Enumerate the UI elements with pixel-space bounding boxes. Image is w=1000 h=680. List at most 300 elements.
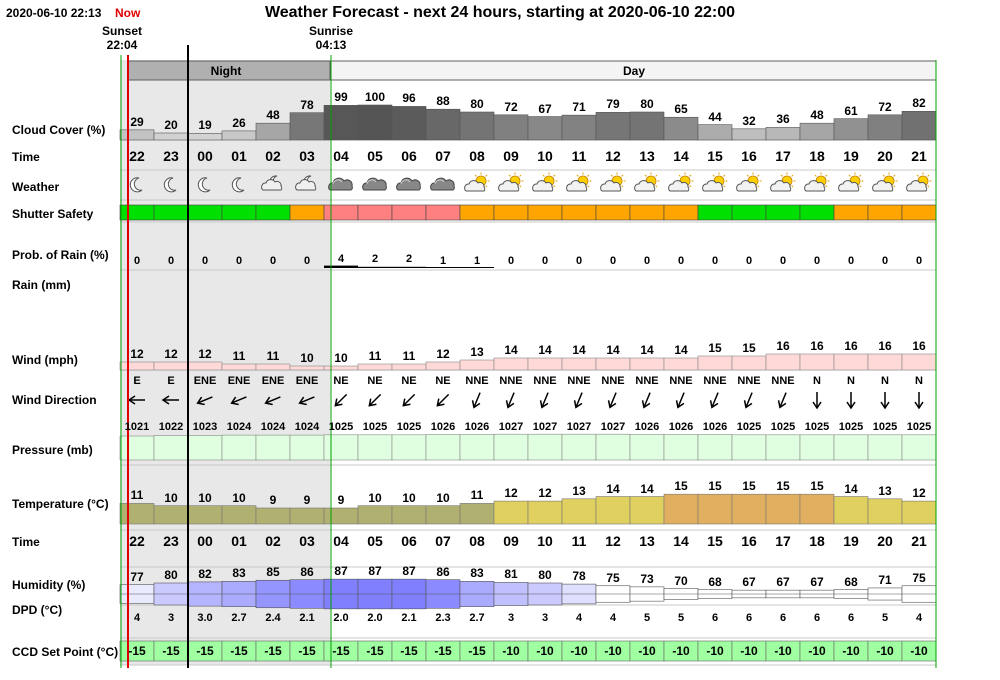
time-cell-2: 20 bbox=[877, 533, 893, 549]
time-cell: 02 bbox=[265, 148, 281, 164]
prob-rain-value: 2 bbox=[371, 253, 379, 265]
humidity-value: 70 bbox=[674, 573, 688, 588]
wind-value: 10 bbox=[334, 351, 348, 365]
ccd-value: -10 bbox=[604, 644, 622, 658]
ccd-value: -10 bbox=[706, 644, 724, 658]
wind-value: 14 bbox=[674, 343, 688, 357]
pressure-bar bbox=[426, 435, 460, 461]
time-cell-2: 22 bbox=[129, 533, 145, 549]
cloud-cover-bar bbox=[528, 117, 562, 140]
row-label-prob-rain: Prob. of Rain (%) bbox=[12, 248, 109, 262]
temperature-bar bbox=[562, 499, 596, 524]
pressure-value: 1024 bbox=[260, 421, 286, 433]
cloud-cover-value: 72 bbox=[504, 99, 518, 114]
temperature-bar bbox=[596, 497, 630, 525]
pressure-value: 1025 bbox=[736, 421, 762, 433]
sun-cloud-icon bbox=[601, 173, 626, 192]
shutter-safety-cell bbox=[324, 205, 358, 220]
wind-arrow-icon bbox=[473, 393, 481, 408]
pressure-bar bbox=[868, 435, 902, 460]
wind-direction-value: ENE bbox=[261, 375, 285, 387]
temperature-value: 12 bbox=[538, 486, 552, 501]
time-cell-2: 10 bbox=[537, 533, 553, 549]
pressure-bar bbox=[528, 434, 562, 460]
wind-bar bbox=[358, 364, 392, 370]
wind-direction-value: NNE bbox=[703, 375, 727, 387]
wind-bar bbox=[188, 362, 222, 370]
shutter-safety-cell bbox=[154, 205, 188, 220]
temperature-bar bbox=[222, 506, 256, 524]
wind-value: 11 bbox=[402, 349, 416, 363]
pressure-value: 1025 bbox=[906, 421, 932, 433]
cloud-cover-value: 48 bbox=[266, 108, 280, 123]
temperature-bar bbox=[902, 501, 936, 524]
wind-value: 14 bbox=[504, 343, 518, 357]
temperature-value: 12 bbox=[912, 486, 926, 501]
cloud-cover-bar bbox=[460, 112, 494, 140]
pressure-value: 1025 bbox=[328, 421, 354, 433]
cloud-cover-bar bbox=[188, 133, 222, 140]
temperature-bar bbox=[630, 497, 664, 525]
shutter-safety-cell bbox=[256, 205, 290, 220]
wind-bar bbox=[426, 362, 460, 370]
wind-arrow-icon bbox=[575, 393, 583, 408]
pressure-bar bbox=[732, 435, 766, 460]
prob-rain-value: 0 bbox=[541, 255, 549, 267]
temperature-bar bbox=[732, 494, 766, 524]
temperature-bar bbox=[120, 503, 154, 524]
ccd-value: -10 bbox=[842, 644, 860, 658]
wind-bar bbox=[154, 362, 188, 370]
wind-bar bbox=[800, 354, 834, 370]
cloud-icon bbox=[431, 178, 455, 190]
temperature-value: 10 bbox=[198, 490, 212, 505]
temperature-bar bbox=[188, 506, 222, 524]
sun-cloud-icon bbox=[533, 173, 558, 192]
prob-rain-value: 0 bbox=[745, 255, 753, 267]
time-cell: 13 bbox=[639, 148, 655, 164]
wind-arrow-icon bbox=[643, 393, 651, 408]
ccd-value: -10 bbox=[876, 644, 894, 658]
wind-direction-value: ENE bbox=[227, 375, 251, 387]
time-cell: 03 bbox=[299, 148, 315, 164]
row-label-wind: Wind (mph) bbox=[12, 353, 78, 367]
pressure-bar bbox=[154, 436, 188, 460]
wind-arrow-icon bbox=[437, 394, 448, 405]
temperature-bar bbox=[358, 506, 392, 524]
wind-bar bbox=[766, 354, 800, 370]
temperature-value: 15 bbox=[776, 479, 790, 494]
dpd-value: 5 bbox=[643, 612, 651, 624]
row-label-pressure: Pressure (mb) bbox=[12, 443, 93, 457]
night-label: Night bbox=[210, 64, 242, 78]
wind-value: 14 bbox=[606, 343, 620, 357]
temperature-bar bbox=[290, 508, 324, 524]
pressure-bar bbox=[392, 435, 426, 460]
humidity-value: 73 bbox=[640, 571, 654, 586]
cloud-cover-bar bbox=[324, 105, 358, 140]
wind-direction-value: NNE bbox=[465, 375, 489, 387]
prob-rain-value: 0 bbox=[201, 255, 209, 267]
dpd-value: 2.0 bbox=[333, 612, 349, 624]
humidity-value: 67 bbox=[810, 575, 824, 590]
cloud-cover-value: 82 bbox=[912, 96, 926, 111]
shutter-safety-cell bbox=[188, 205, 222, 220]
sun-cloud-icon bbox=[907, 173, 932, 192]
time-cell-2: 19 bbox=[843, 533, 859, 549]
time-cell: 09 bbox=[503, 148, 519, 164]
prob-rain-value: 0 bbox=[235, 255, 243, 267]
cloud-cover-value: 29 bbox=[130, 114, 144, 129]
dpd-value: 2.4 bbox=[265, 612, 281, 624]
temperature-bar bbox=[800, 494, 834, 524]
wind-direction-value: NE bbox=[367, 375, 383, 387]
cloud-cover-value: 36 bbox=[776, 112, 790, 127]
wind-value: 14 bbox=[640, 343, 654, 357]
shutter-safety-cell bbox=[120, 205, 154, 220]
temperature-value: 14 bbox=[606, 481, 620, 496]
cloud-cover-bar bbox=[596, 112, 630, 140]
shutter-safety-cell bbox=[596, 205, 630, 220]
row-label-weather: Weather bbox=[12, 180, 60, 194]
wind-direction-value: N bbox=[881, 375, 889, 387]
prob-rain-value: 0 bbox=[575, 255, 583, 267]
time-cell-2: 16 bbox=[741, 533, 757, 549]
sun-cloud-icon bbox=[567, 173, 592, 192]
wind-value: 11 bbox=[368, 349, 382, 363]
cloud-cover-bar bbox=[222, 131, 256, 140]
temperature-value: 15 bbox=[742, 479, 756, 494]
ccd-value: -10 bbox=[672, 644, 690, 658]
prob-rain-value: 0 bbox=[711, 255, 719, 267]
wind-direction-value: NNE bbox=[601, 375, 625, 387]
wind-arrow-icon bbox=[779, 393, 787, 408]
shutter-safety-cell bbox=[664, 205, 698, 220]
rain-prob-bar bbox=[324, 266, 358, 268]
time-cell-2: 12 bbox=[605, 533, 621, 549]
pressure-bar bbox=[120, 436, 154, 460]
rain-prob-bar bbox=[358, 267, 392, 268]
cloud-cover-value: 80 bbox=[470, 97, 484, 111]
temperature-bar bbox=[834, 497, 868, 525]
wind-bar bbox=[630, 358, 664, 370]
ccd-value: -15 bbox=[400, 644, 418, 658]
cloud-cover-bar bbox=[256, 123, 290, 140]
cloud-cover-bar bbox=[392, 106, 426, 140]
humidity-value: 85 bbox=[266, 565, 280, 580]
time-cell-2: 08 bbox=[469, 533, 485, 549]
prob-rain-value: 2 bbox=[405, 253, 413, 265]
day-label: Day bbox=[622, 64, 646, 78]
cloud-cover-bar bbox=[630, 112, 664, 140]
shutter-safety-cell bbox=[528, 205, 562, 220]
wind-value: 16 bbox=[776, 339, 790, 353]
humidity-value: 81 bbox=[504, 567, 518, 582]
cloud-cover-value: 20 bbox=[164, 118, 178, 132]
shutter-safety-cell bbox=[800, 205, 834, 220]
cloud-cover-bar bbox=[868, 115, 902, 140]
prob-rain-value: 0 bbox=[813, 255, 821, 267]
shutter-safety-cell bbox=[766, 205, 800, 220]
time-cell: 10 bbox=[537, 148, 553, 164]
cloud-cover-value: 26 bbox=[232, 115, 246, 130]
dpd-value: 5 bbox=[677, 612, 685, 624]
humidity-value: 68 bbox=[844, 574, 858, 589]
ccd-value: -15 bbox=[264, 644, 282, 658]
sun-cloud-icon bbox=[839, 173, 864, 192]
time-cell: 21 bbox=[911, 148, 927, 164]
now-label: Now bbox=[115, 6, 141, 20]
sun-cloud-icon bbox=[499, 173, 524, 192]
pressure-value: 1027 bbox=[600, 421, 626, 433]
temperature-value: 9 bbox=[269, 493, 277, 507]
pressure-value: 1026 bbox=[634, 421, 660, 433]
sun-cloud-icon bbox=[703, 173, 728, 192]
dpd-value: 3 bbox=[167, 612, 175, 624]
time-cell: 07 bbox=[435, 148, 451, 164]
humidity-value: 75 bbox=[912, 570, 926, 585]
prob-rain-value: 1 bbox=[439, 255, 447, 267]
time-cell-2: 01 bbox=[231, 533, 247, 549]
shutter-safety-cell bbox=[358, 205, 392, 220]
pressure-value: 1023 bbox=[192, 421, 218, 433]
wind-bar bbox=[222, 364, 256, 370]
dpd-value: 6 bbox=[847, 612, 855, 624]
pressure-value: 1026 bbox=[430, 421, 456, 433]
wind-direction-value: NNE bbox=[669, 375, 693, 387]
humidity-value: 80 bbox=[164, 568, 178, 582]
temperature-value: 15 bbox=[708, 479, 722, 494]
pressure-bar bbox=[834, 435, 868, 460]
row-label-shutter-safety: Shutter Safety bbox=[12, 207, 94, 221]
dpd-value: 2.7 bbox=[231, 612, 247, 624]
wind-value: 12 bbox=[164, 347, 178, 361]
cloud-cover-bar bbox=[766, 127, 800, 140]
wind-direction-value: NNE bbox=[771, 375, 795, 387]
pressure-value: 1025 bbox=[770, 421, 796, 433]
humidity-value: 83 bbox=[232, 566, 246, 581]
wind-value: 12 bbox=[130, 347, 144, 361]
time-cell-2: 15 bbox=[707, 533, 723, 549]
wind-value: 11 bbox=[232, 349, 246, 363]
humidity-value: 83 bbox=[470, 566, 484, 581]
pressure-value: 1027 bbox=[532, 421, 558, 433]
dpd-value: 2.1 bbox=[299, 612, 315, 624]
humidity-value: 71 bbox=[878, 572, 892, 587]
wind-bar bbox=[664, 358, 698, 370]
time-cell-2: 14 bbox=[673, 533, 689, 549]
cloud-cover-value: 79 bbox=[606, 97, 620, 112]
time-cell-2: 02 bbox=[265, 533, 281, 549]
pressure-value: 1025 bbox=[396, 421, 422, 433]
temperature-value: 10 bbox=[164, 490, 178, 505]
ccd-value: -15 bbox=[332, 644, 350, 658]
pressure-bar bbox=[460, 435, 494, 461]
wind-bar bbox=[120, 362, 154, 370]
dpd-value: 2.0 bbox=[367, 612, 383, 624]
dpd-value: 2.7 bbox=[469, 612, 485, 624]
wind-bar bbox=[596, 358, 630, 370]
time-cell-2: 03 bbox=[299, 533, 315, 549]
rain-prob-bar bbox=[392, 267, 426, 268]
pressure-bar bbox=[766, 435, 800, 460]
wind-direction-value: E bbox=[133, 375, 141, 387]
prob-rain-value: 0 bbox=[915, 255, 923, 267]
wind-value: 16 bbox=[878, 339, 892, 353]
dpd-value: 3 bbox=[507, 612, 515, 624]
humidity-value: 87 bbox=[368, 564, 382, 579]
row-label-time: Time bbox=[12, 150, 40, 164]
cloud-cover-bar bbox=[732, 129, 766, 140]
ccd-value: -10 bbox=[536, 644, 554, 658]
temperature-bar bbox=[392, 506, 426, 524]
cloud-cover-value: 80 bbox=[640, 97, 654, 111]
prob-rain-value: 0 bbox=[881, 255, 889, 267]
wind-direction-value: NE bbox=[401, 375, 417, 387]
temperature-bar bbox=[426, 506, 460, 524]
wind-bar bbox=[290, 366, 324, 370]
cloud-cover-bar bbox=[290, 113, 324, 140]
rain-prob-bar bbox=[426, 267, 460, 268]
wind-value: 16 bbox=[844, 339, 858, 353]
pressure-value: 1027 bbox=[498, 421, 524, 433]
wind-bar bbox=[562, 358, 596, 370]
wind-bar bbox=[698, 356, 732, 370]
cloud-cover-value: 61 bbox=[844, 103, 858, 118]
pressure-value: 1025 bbox=[872, 421, 898, 433]
time-cell-2: 05 bbox=[367, 533, 383, 549]
wind-direction-value: N bbox=[915, 375, 923, 387]
cloud-cover-bar bbox=[426, 109, 460, 140]
temperature-value: 14 bbox=[844, 481, 858, 496]
humidity-value: 77 bbox=[130, 569, 144, 584]
sunset-time: 22:04 bbox=[106, 38, 138, 52]
wind-value: 12 bbox=[436, 347, 450, 361]
cloud-cover-value: 65 bbox=[674, 102, 688, 117]
temperature-bar bbox=[256, 508, 290, 524]
wind-arrow-icon bbox=[609, 393, 617, 408]
temperature-value: 12 bbox=[504, 486, 518, 501]
time-cell: 22 bbox=[129, 148, 145, 164]
cloud-cover-bar bbox=[800, 123, 834, 140]
pressure-value: 1027 bbox=[566, 421, 592, 433]
wind-arrow-icon bbox=[745, 393, 753, 408]
wind-arrow-icon bbox=[677, 393, 685, 408]
temperature-bar bbox=[528, 501, 562, 524]
cloud-cover-bar bbox=[358, 105, 392, 140]
time-cell: 12 bbox=[605, 148, 621, 164]
ccd-value: -15 bbox=[298, 644, 316, 658]
wind-direction-value: ENE bbox=[193, 375, 217, 387]
time-cell-2: 04 bbox=[333, 533, 349, 549]
cloud-cover-bar bbox=[494, 115, 528, 140]
prob-rain-value: 0 bbox=[303, 255, 311, 267]
humidity-value: 67 bbox=[776, 575, 790, 590]
pressure-value: 1025 bbox=[804, 421, 830, 433]
time-cell-2: 07 bbox=[435, 533, 451, 549]
cloud-cover-value: 44 bbox=[708, 109, 722, 124]
temperature-value: 10 bbox=[402, 490, 416, 505]
wind-value: 15 bbox=[708, 341, 722, 355]
cloud-cover-bar bbox=[664, 117, 698, 140]
wind-arrow-icon bbox=[507, 393, 515, 408]
ccd-value: -10 bbox=[910, 644, 928, 658]
wind-arrow-icon bbox=[369, 394, 380, 405]
sun-cloud-icon bbox=[873, 173, 898, 192]
wind-arrow-icon bbox=[881, 392, 889, 408]
time-cell: 01 bbox=[231, 148, 247, 164]
pressure-bar bbox=[596, 434, 630, 460]
pressure-value: 1025 bbox=[362, 421, 388, 433]
shutter-safety-cell bbox=[222, 205, 256, 220]
pressure-bar bbox=[188, 435, 222, 460]
humidity-value: 80 bbox=[538, 568, 552, 582]
sunset-label: Sunset bbox=[101, 24, 142, 38]
shutter-safety-cell bbox=[834, 205, 868, 220]
wind-bar bbox=[868, 354, 902, 370]
prob-rain-value: 0 bbox=[133, 255, 141, 267]
ccd-value: -15 bbox=[468, 644, 486, 658]
dpd-value: 4 bbox=[133, 612, 141, 624]
wind-direction-value: ENE bbox=[295, 375, 319, 387]
row-label-cloud-cover: Cloud Cover (%) bbox=[12, 123, 106, 137]
row-label-rain: Rain (mm) bbox=[12, 278, 71, 292]
pressure-value: 1026 bbox=[702, 421, 728, 433]
time-cell: 19 bbox=[843, 148, 859, 164]
time-cell: 14 bbox=[673, 148, 689, 164]
row-label-wind-direction: Wind Direction bbox=[12, 393, 97, 407]
wind-bar bbox=[834, 354, 868, 370]
wind-value: 12 bbox=[198, 347, 212, 361]
row-label-humidity: Humidity (%) bbox=[12, 578, 86, 592]
humidity-value: 86 bbox=[300, 564, 314, 579]
cloud-cover-value: 48 bbox=[810, 108, 824, 123]
pressure-value: 1024 bbox=[294, 421, 320, 433]
wind-bar bbox=[392, 364, 426, 370]
temperature-bar bbox=[460, 503, 494, 524]
prob-rain-value: 0 bbox=[269, 255, 277, 267]
dpd-value: 6 bbox=[779, 612, 787, 624]
wind-bar bbox=[732, 356, 766, 370]
time-cell-2: 23 bbox=[163, 533, 179, 549]
cloud-icon bbox=[363, 178, 387, 190]
time-cell-2: 00 bbox=[197, 533, 213, 549]
ccd-value: -15 bbox=[162, 644, 180, 658]
dpd-value: 5 bbox=[881, 612, 889, 624]
time-cell: 20 bbox=[877, 148, 893, 164]
wind-value: 11 bbox=[266, 349, 280, 363]
pressure-value: 1022 bbox=[158, 421, 184, 433]
shutter-safety-cell bbox=[698, 205, 732, 220]
pressure-bar bbox=[324, 435, 358, 460]
time-cell: 18 bbox=[809, 148, 825, 164]
wind-value: 16 bbox=[810, 339, 824, 353]
row-label-ccd: CCD Set Point (°C) bbox=[12, 645, 119, 659]
wind-bar bbox=[902, 354, 936, 370]
dpd-value: 3.0 bbox=[197, 612, 213, 624]
dpd-value: 4 bbox=[575, 612, 583, 624]
pressure-bar bbox=[222, 435, 256, 460]
prob-rain-value: 0 bbox=[779, 255, 787, 267]
temperature-value: 13 bbox=[572, 483, 586, 498]
shutter-safety-cell bbox=[392, 205, 426, 220]
temperature-bar bbox=[494, 501, 528, 524]
temperature-value: 14 bbox=[640, 481, 654, 496]
prob-rain-value: 1 bbox=[473, 255, 481, 267]
sun-cloud-icon bbox=[669, 173, 694, 192]
dpd-value: 4 bbox=[915, 612, 923, 624]
temperature-value: 9 bbox=[303, 493, 311, 507]
